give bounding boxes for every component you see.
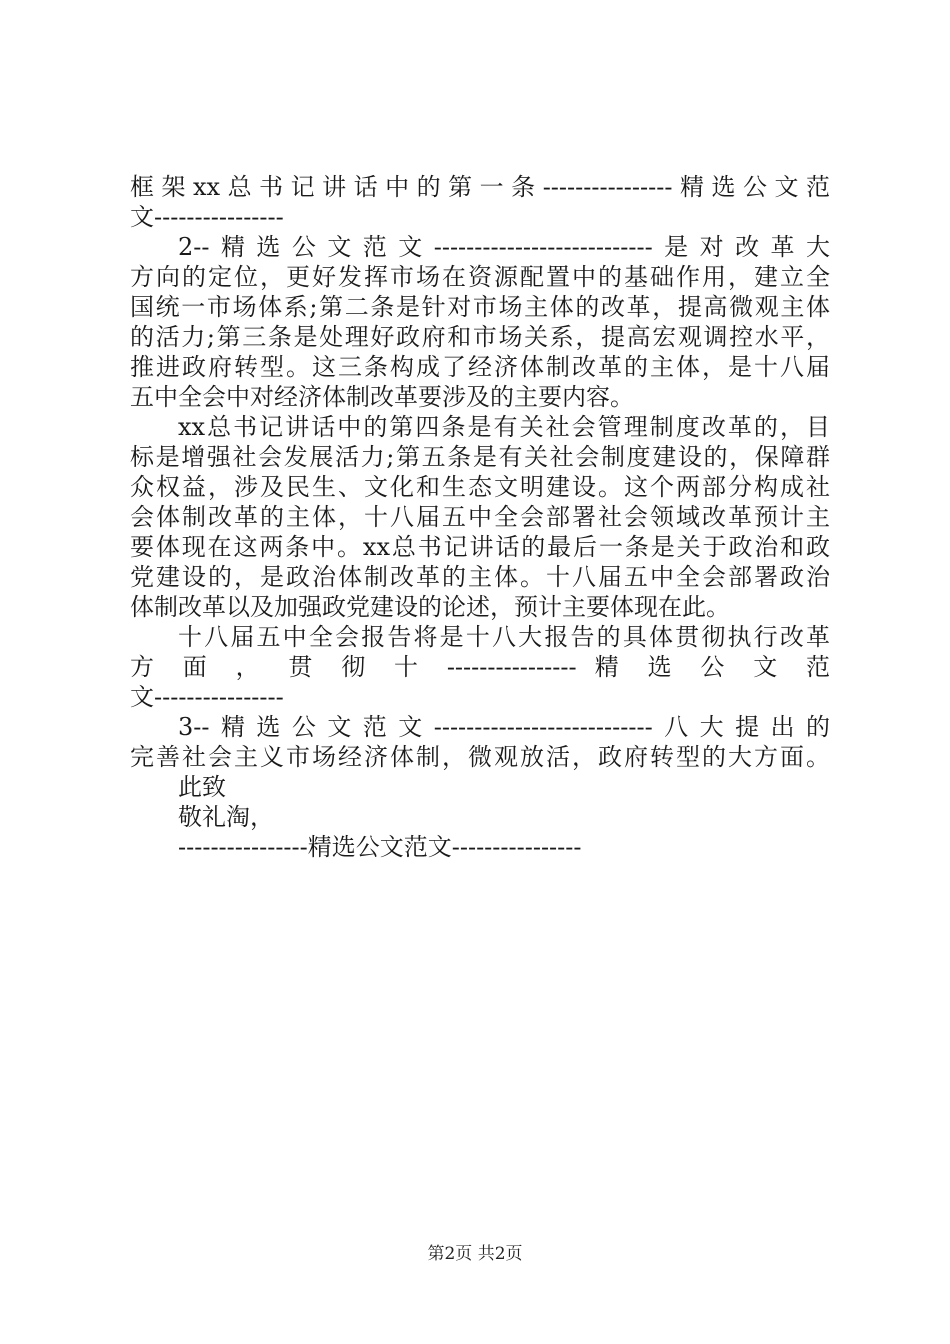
text-line: 要体现在这两条中。xx总书记讲话的最后一条是关于政治和政 — [130, 533, 830, 561]
text-line: 方向的定位，更好发挥市场在资源配置中的基础作用，建立全 — [130, 263, 830, 291]
document-body — [130, 172, 830, 862]
text-line: 3--精选公文范文---------------------------八大提出的 — [178, 713, 830, 741]
text-line: xx总书记讲话中的第四条是有关社会管理制度改革的，目 — [178, 413, 830, 441]
text-line: 文---------------- — [130, 683, 284, 711]
text-line: 框架xx总书记讲话中的第一条----------------精选公文范 — [130, 173, 830, 201]
text-line: 方 面 ， 贯 彻 十 ---------------- 精 选 公 文 范 — [130, 653, 830, 681]
text-line: 标是增强社会发展活力;第五条是有关社会制度建设的，保障群 — [130, 443, 830, 471]
text-line: ----------------精选公文范文---------------- — [178, 833, 582, 861]
text-line: 众权益，涉及民生、文化和生态文明建设。这个两部分构成社 — [130, 473, 830, 501]
text-line: 完善社会主义市场经济体制，微观放活，政府转型的大方面。 — [130, 743, 830, 771]
text-line: 十八届五中全会报告将是十八大报告的具体贯彻执行改革 — [178, 623, 830, 651]
text-line: 党建设的，是政治体制改革的主体。十八届五中全会部署政治 — [130, 563, 830, 591]
text-line: 体制改革以及加强政党建设的论述，预计主要体现在此。 — [130, 593, 730, 621]
page-number-footer: 第2页 共2页 — [427, 1244, 523, 1264]
text-line: 文---------------- — [130, 203, 284, 231]
text-line: 2--精选公文范文---------------------------是对改革大 — [178, 233, 830, 261]
text-line: 敬礼淘， — [178, 803, 274, 831]
text-line: 推进政府转型。这三条构成了经济体制改革的主体，是十八届 — [130, 353, 830, 381]
text-line: 此致 — [178, 773, 226, 801]
text-line: 会体制改革的主体，十八届五中全会部署社会领域改革预计主 — [130, 503, 830, 531]
text-line: 国统一市场体系;第二条是针对市场主体的改革，提高微观主体 — [130, 293, 830, 321]
text-line: 的活力;第三条是处理好政府和市场关系，提高宏观调控水平， — [130, 323, 830, 351]
text-line: 五中全会中对经济体制改革要涉及的主要内容。 — [130, 383, 634, 411]
